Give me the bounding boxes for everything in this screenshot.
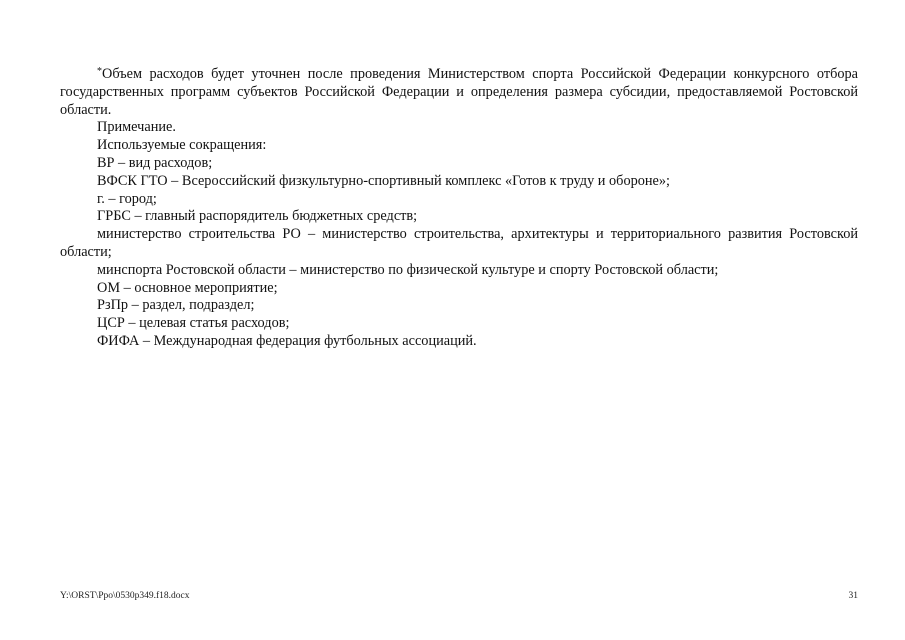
note-title: Примечание. bbox=[97, 119, 176, 136]
abbreviation-item: ВФСК ГТО – Всероссийский физкультурно-спортивный комплекс «Готов к труду и обороне»; bbox=[97, 172, 671, 189]
abbreviation-item: ВР – вид расходов; bbox=[97, 154, 213, 171]
abbreviation-item: ГРБС – главный распорядитель бюджетных средств; bbox=[97, 208, 418, 225]
abbreviations-heading: Используемые сокращения: bbox=[97, 137, 267, 154]
footer-file-path: Y:\ORST\Ppo\0530p349.f18.docx bbox=[60, 591, 190, 601]
footnote-text: Объем расходов будет уточнен после проведения Министерством спорта Российской Федерации конкурсного отбора государственных программ субъектов Российской Федерации и определения размера субсидии, предоставляемой Ростовской области. bbox=[60, 66, 858, 118]
abbreviation-item: министерство строительства РО – министерство строительства, архитектуры и территориального развития Ростовской области; bbox=[60, 226, 858, 260]
document-body bbox=[60, 66, 858, 351]
page-number: 31 bbox=[848, 591, 858, 601]
abbreviation-item: ФИФА – Международная федерация футбольных ассоциаций. bbox=[97, 332, 477, 349]
abbreviation-item: г. – город; bbox=[97, 190, 157, 207]
abbreviation-item: минспорта Ростовской области – министерство по физической культуре и спорту Ростовской области; bbox=[97, 261, 719, 278]
footnote-paragraph bbox=[60, 66, 858, 119]
abbreviation-item: ЦСР – целевая статья расходов; bbox=[97, 315, 290, 332]
abbreviation-item: ОМ – основное мероприятие; bbox=[97, 279, 278, 296]
footnote-marker: * bbox=[97, 66, 102, 77]
abbreviation-item: РзПр – раздел, подраздел; bbox=[97, 297, 255, 314]
